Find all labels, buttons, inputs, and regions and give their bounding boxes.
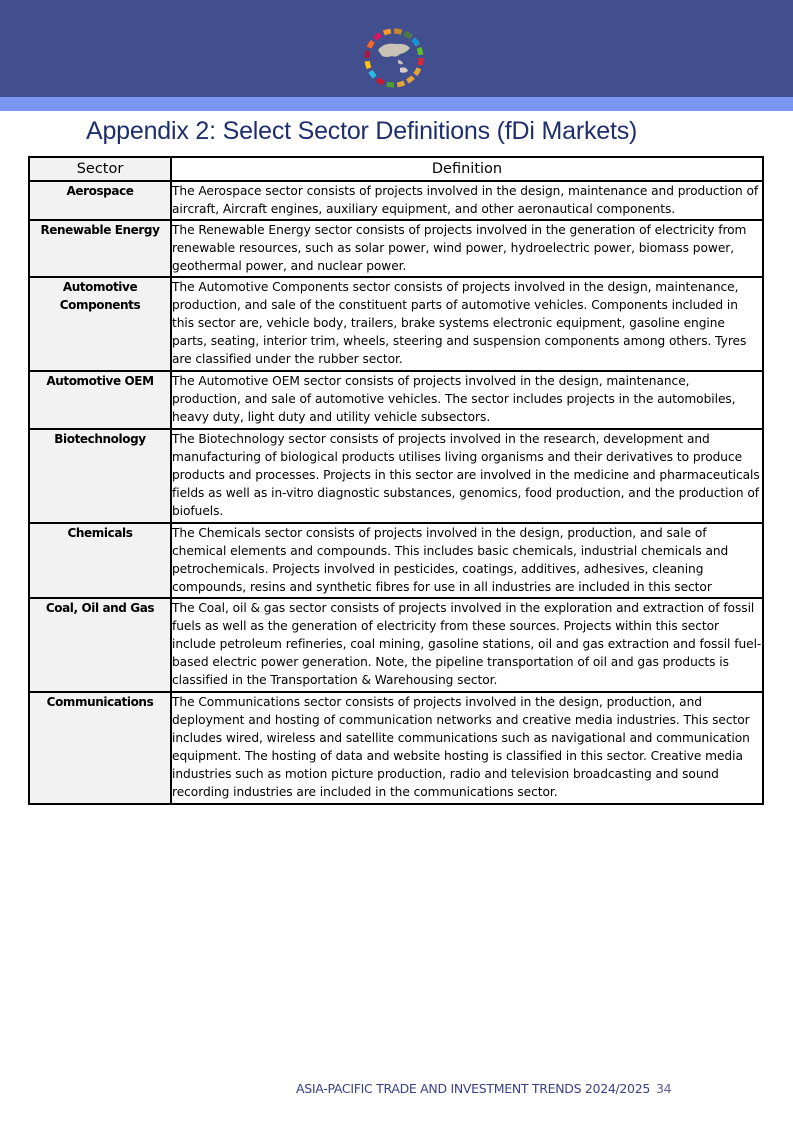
table-row <box>29 371 763 429</box>
accent-band <box>0 97 793 111</box>
table-row <box>29 692 763 804</box>
sector-definition: The Automotive OEM sector consists of projects involved in the design, maintenance, production, and sale of automotive vehicles. The sector includes projects in the automobiles, heavy duty, light duty and utility vehicle subsectors. <box>171 371 763 429</box>
table-row <box>29 598 763 692</box>
table-row <box>29 523 763 598</box>
sector-definition: The Renewable Energy sector consists of projects involved in the generation of electricity from renewable resources, such as solar power, wind power, hydroelectric power, biomass power, geothermal power, and nuclear power. <box>171 220 763 277</box>
table-row <box>29 429 763 523</box>
column-header-definition: Definition <box>171 157 763 181</box>
sector-definition: The Chemicals sector consists of projects involved in the design, production, and sale of chemical elements and compounds. This includes basic chemicals, industrial chemicals and petrochemicals. Projects involved in pesticides, coatings, additives, adhesives, cleaning compounds, resins and synthetic fibres for use in all industries are included in this sector <box>171 523 763 598</box>
table-header-row <box>29 157 763 181</box>
sector-name: Automotive OEM <box>29 371 171 429</box>
table-row <box>29 277 763 371</box>
page-number: 34 <box>656 1081 672 1096</box>
sector-name: Renewable Energy <box>29 220 171 277</box>
sector-name: Biotechnology <box>29 429 171 523</box>
sector-name: Chemicals <box>29 523 171 598</box>
page-title: Appendix 2: Select Sector Definitions (fDi Markets) <box>86 117 638 145</box>
sector-definition: The Aerospace sector consists of projects involved in the design, maintenance and production of aircraft, Aircraft engines, auxiliary equipment, and other aeronautical components. <box>171 181 763 220</box>
publication-title: ASIA-PACIFIC TRADE AND INVESTMENT TRENDS 2024/2025 <box>296 1081 651 1096</box>
sector-name: Automotive Components <box>29 277 171 371</box>
table-row <box>29 181 763 220</box>
sector-definition: The Communications sector consists of projects involved in the design, production, and deployment and hosting of communication networks and creative media industries. This sector includes wired, wireless and satellite communications such as navigational and communication equipment. The hosting of data and website hosting is classified in this sector. Creative media industries such as motion picture production, radio and television broadcasting and sound recording industries are included in the communications sector. <box>171 692 763 804</box>
sector-definition: The Automotive Components sector consists of projects involved in the design, maintenance, production, and sale of the constituent parts of automotive vehicles. Components included in this sector are, vehicle body, trailers, brake systems electronic equipment, gasoline engine parts, seating, interior trim, wheels, steering and suspension components among others. Tyres are classified under the rubber sector. <box>171 277 763 371</box>
sector-definitions-table <box>28 156 764 805</box>
table-row <box>29 220 763 277</box>
sector-name: Aerospace <box>29 181 171 220</box>
sector-name: Coal, Oil and Gas <box>29 598 171 692</box>
column-header-sector: Sector <box>29 157 171 181</box>
sector-definition: The Coal, oil & gas sector consists of projects involved in the exploration and extraction of fossil fuels as well as the generation of electricity from these sources. Projects within this sector include petroleum refineries, coal mining, gasoline stations, oil and gas extraction and fossil fuel-based electric power generation. Note, the pipeline transportation of oil and gas products is classified in the Transportation & Warehousing sector. <box>171 598 763 692</box>
sector-name: Communications <box>29 692 171 804</box>
page-footer <box>296 1081 671 1096</box>
sector-definition: The Biotechnology sector consists of projects involved in the research, development and manufacturing of biological products utilises living organisms and their derivatives to produce products and processes. Projects in this sector are involved in the medicine and pharmaceuticals fields as well as in-vitro diagnostic substances, genomics, food production, and the production of biofuels. <box>171 429 763 523</box>
asia-pacific-globe-logo-icon <box>362 26 426 90</box>
